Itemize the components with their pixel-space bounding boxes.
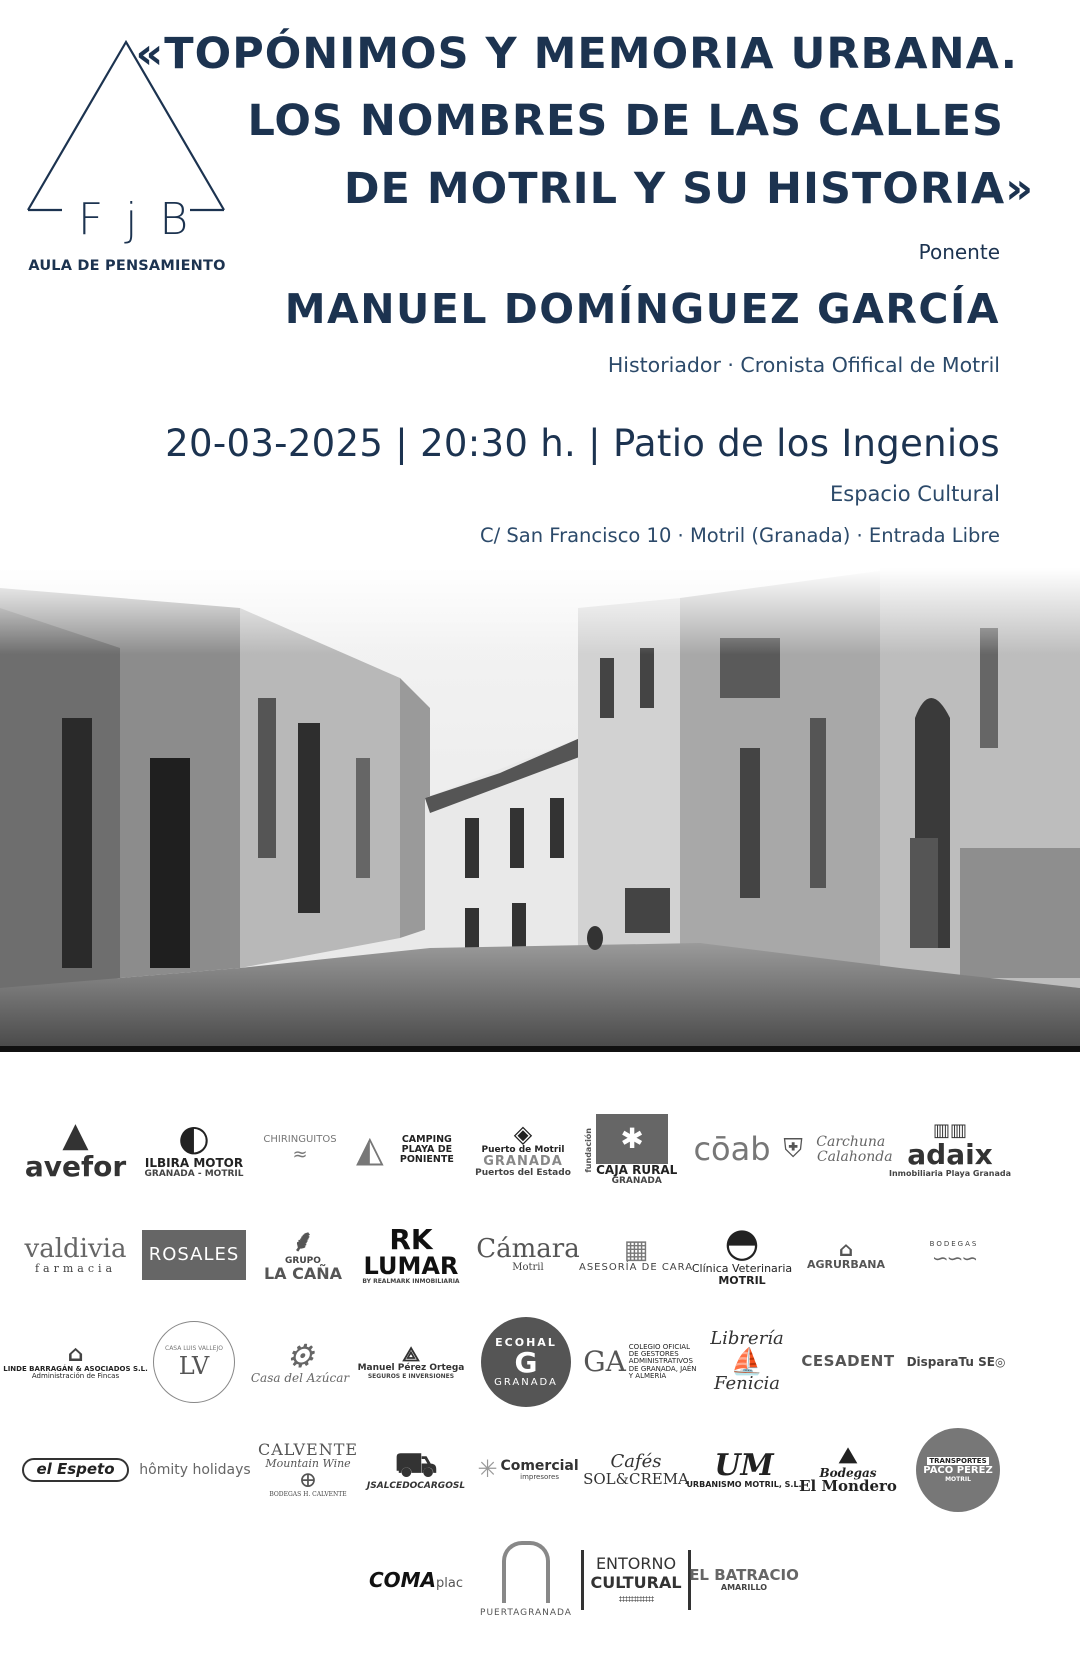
speaker-name: MANUEL DOMÍNGUEZ GARCÍA — [284, 285, 1000, 333]
logo-text: SOL&CREMA — [583, 1469, 689, 1488]
sugar-mill-icon: ⚙ — [285, 1336, 315, 1375]
logo-subtext: Motril — [512, 1262, 544, 1274]
logo-camara-motril — [473, 1205, 583, 1305]
logo-urbanismo-motril — [686, 1420, 802, 1520]
logo-text: LV — [178, 1351, 210, 1380]
logo-text: DisparaTu SE — [906, 1354, 995, 1369]
logo-text: ILBIRA MOTOR — [144, 1155, 244, 1170]
logo-text: RK — [389, 1222, 433, 1256]
logo-letters: FjB — [77, 194, 211, 245]
venue-type: Espacio Cultural — [830, 482, 1000, 506]
logo-valdivia — [18, 1205, 133, 1305]
logo-text: CALVENTE — [257, 1439, 359, 1459]
sponsor-row-3 — [3, 1312, 1062, 1412]
logo-text: valdivia — [24, 1233, 127, 1264]
logo-subtext: AMARILLO — [720, 1582, 768, 1592]
logo-subtext: GRANADA — [611, 1175, 662, 1186]
logo-text: el Espeto — [22, 1458, 128, 1482]
star-burst-icon: ✳ — [477, 1455, 498, 1484]
roof-icon: ⌂ — [838, 1237, 854, 1262]
logo-cesadent — [798, 1312, 898, 1412]
logo-chiringuitos — [250, 1100, 350, 1200]
bmw-roundel-icon: ◐ — [178, 1117, 210, 1159]
logo-agrurbana — [798, 1205, 894, 1305]
sponsor-row-2 — [18, 1205, 1062, 1305]
logo-subtext: MOTRIL — [945, 1476, 971, 1483]
coat-of-arms-icon: ⛨ — [783, 1134, 803, 1165]
logo-manuel-perez-ortega — [356, 1312, 466, 1412]
logo-coab — [682, 1100, 782, 1200]
logo-text: CAJA RURAL — [596, 1162, 678, 1177]
transport-seal-icon — [916, 1428, 1000, 1512]
logo-subtext: BODEGAS — [929, 1239, 979, 1248]
logo-text: LA CAÑA — [263, 1264, 343, 1284]
logo-text: JSALCEDOCARGOSL — [366, 1481, 466, 1492]
logo-caja-rural — [583, 1100, 678, 1200]
logo-text: Librería — [710, 1328, 784, 1350]
sponsor-row-5 — [18, 1530, 1062, 1630]
logo-text: ECOHAL — [495, 1336, 557, 1349]
logo-adaix — [889, 1100, 1012, 1200]
logo-asesoria-de-cara — [578, 1205, 694, 1305]
logo-subtext: ASESORÍA DE CARA — [578, 1261, 694, 1273]
logo-text: ENTORNO — [595, 1553, 677, 1573]
logo-ilbira-motor — [140, 1100, 248, 1200]
logo-puerto-motril — [473, 1100, 573, 1200]
ga-monogram-icon: GA — [583, 1345, 626, 1379]
logo-entorno-cultural — [586, 1530, 686, 1630]
logo-casa-del-azucar — [250, 1312, 350, 1412]
dog-cat-icon: ◓ — [724, 1220, 760, 1267]
logo-text: cōab — [693, 1130, 771, 1169]
sail-icon: ◭ — [356, 1129, 384, 1171]
logo-subtext: Administración de Fincas — [31, 1372, 120, 1380]
logo-ecohal-granada — [478, 1312, 574, 1412]
logo-text: CAMPING PLAYA DE PONIENTE — [399, 1134, 454, 1165]
logo-text: CULTURAL — [590, 1572, 682, 1592]
arch-icon — [502, 1541, 550, 1603]
sponsor-row-4 — [18, 1420, 1062, 1520]
logo-bodegas-mar — [902, 1205, 1006, 1305]
house-roof-icon: ⌂ — [67, 1341, 84, 1367]
logo-la-cana — [258, 1205, 348, 1305]
logo-text: El Mondero — [799, 1477, 897, 1496]
logo-text: Casa del Azúcar — [250, 1370, 350, 1385]
truck-icon: ⛟ — [394, 1445, 438, 1486]
logo-subtext: Inmobiliaria Playa Granada — [889, 1168, 1012, 1178]
logo-text: Calahonda — [816, 1149, 893, 1165]
logo-linde-barragan — [3, 1312, 148, 1412]
logo-calvente — [257, 1420, 359, 1520]
cane-plant-icon: ⸙ — [291, 1223, 315, 1259]
logo-caption: AULA DE PENSAMIENTO — [28, 258, 226, 274]
logo-casa-luis-vallejo — [146, 1312, 242, 1412]
photo-divider — [0, 1046, 1080, 1052]
lv-seal-icon — [153, 1321, 235, 1403]
logo-transportes-paco-perez — [908, 1420, 1008, 1520]
logo-subtext: GRANADA — [494, 1377, 558, 1388]
logo-comercial-impresores — [476, 1420, 580, 1520]
historic-street-photo — [0, 568, 1080, 1048]
event-address: C/ San Francisco 10 · Motril (Granada) · Entrada Libre — [480, 524, 1000, 547]
logo-text: EL BATRACIO — [689, 1565, 799, 1584]
logo-rk-lumar — [356, 1205, 466, 1305]
logo-text: Puerto de Motril — [481, 1144, 565, 1155]
um-monogram-icon: UM — [714, 1447, 774, 1483]
logo-subtext: farmacia — [34, 1261, 117, 1275]
logo-text: Carchuna — [816, 1134, 886, 1151]
logo-bodegas-el-mondero — [798, 1420, 898, 1520]
logo-subtext: CASA LUIS VALLEJO — [165, 1344, 223, 1352]
speaker-role: Historiador · Cronista Ofifical de Motril — [607, 353, 1000, 377]
logo-text: Comercial — [500, 1457, 579, 1474]
asesoria-mark-icon: ▦ — [623, 1234, 649, 1265]
logo-clinica-veterinaria — [691, 1205, 793, 1305]
logo-subtext: SEGUROS E INVERSIONES — [367, 1372, 455, 1380]
logo-subtext: BY REALMARK INMOBILIARIA — [362, 1278, 460, 1286]
logo-text: COMA — [368, 1567, 437, 1592]
logo-text: LUMAR — [363, 1251, 459, 1280]
logo-cafes-sol-crema — [583, 1420, 689, 1520]
building-icon: ▥▥ — [933, 1120, 968, 1142]
logo-text: MOTRIL — [718, 1274, 766, 1287]
ponente-label: Ponente — [918, 240, 1000, 264]
logo-camping-playa-poniente — [356, 1100, 466, 1200]
winery-scene-icon: ⛰ — [838, 1442, 858, 1469]
logo-text: COLEGIO OFICIAL DE GESTORES ADMINISTRATIVOS DE GRANADA, JAÉN Y ALMERÍA — [628, 1342, 697, 1381]
logo-text: Cámara — [476, 1234, 580, 1265]
logo-text: ROSALES — [142, 1230, 246, 1280]
logo-text: Cafés — [610, 1450, 662, 1472]
logo-text: PUERTAGRANADA — [480, 1608, 572, 1619]
logo-text: Bodegas — [819, 1465, 877, 1480]
title-line-3: DE MOTRIL Y SU HISTORIA» — [343, 164, 1034, 214]
logo-subtext: Puertos del Estado — [475, 1167, 571, 1178]
logo-libreria-fenicia — [702, 1312, 792, 1412]
target-icon: ◎ — [994, 1354, 1006, 1369]
logo-colegio-gestores — [584, 1312, 696, 1412]
sponsor-row-1 — [18, 1100, 1062, 1200]
logo-text: URBANISMO MOTRIL, S.L. — [686, 1479, 802, 1489]
logo-subtext: BODEGAS H. CALVENTE — [269, 1491, 347, 1499]
logo-text: hômity holidays — [139, 1461, 251, 1478]
greek-key-icon: ⌗⌗⌗⌗⌗⌗ — [618, 1591, 654, 1606]
logo-subtext: Mountain Wine — [265, 1457, 351, 1471]
logo-avefor — [18, 1100, 133, 1200]
logo-text: Manuel Pérez Ortega — [357, 1363, 465, 1374]
logo-el-batracio-amarillo — [690, 1530, 798, 1630]
logo-homity-holidays — [136, 1420, 254, 1520]
wave-line-icon: ∽∽∽ — [931, 1246, 977, 1271]
logo-text: plac — [436, 1575, 464, 1591]
logo-text: Fenicia — [713, 1373, 781, 1394]
mpo-mark-icon: ⟁ — [402, 1342, 420, 1367]
wheat-icon: ✱ — [596, 1114, 668, 1164]
logo-puerta-granada — [470, 1530, 582, 1630]
ecohal-seal-icon: ECOHAL G GRANADA — [481, 1317, 571, 1407]
logo-text: AGRURBANA — [806, 1258, 886, 1272]
event-date-time-venue: 20-03-2025 | 20:30 h. | Patio de los Ingenios — [165, 422, 1000, 465]
avefor-mark-icon: ▲ — [62, 1115, 89, 1156]
logo-jsalcedo-cargo — [363, 1420, 469, 1520]
port-emblem-icon: ◈ — [513, 1119, 533, 1148]
logo-text: PEREZ — [956, 1465, 993, 1476]
logo-text: adaix — [907, 1138, 993, 1172]
logo-text: avefor — [24, 1150, 127, 1184]
logo-comaplac — [363, 1530, 469, 1630]
title-line-2: LOS NOMBRES DE LAS CALLES — [247, 96, 1004, 146]
wave-icon: ≈ — [292, 1143, 308, 1165]
logo-subtext: impresores — [520, 1472, 559, 1481]
wine-barrel-icon: ⊕ — [298, 1468, 318, 1494]
logo-text: LINDE BARRAGÁN & ASOCIADOS S.L. — [3, 1364, 148, 1373]
logo-text: CHIRINGUITOS — [263, 1134, 337, 1146]
logo-text: Clínica Veterinaria — [691, 1262, 793, 1276]
logo-subtext: GRANADA — [483, 1154, 563, 1170]
logo-text: CESADENT — [801, 1352, 895, 1371]
ship-icon: ⛵ — [730, 1347, 764, 1377]
logo-subtext: TRANSPORTES — [929, 1457, 987, 1465]
logo-text: PACO — [923, 1465, 954, 1476]
logo-subtext: fundación — [583, 1127, 593, 1173]
logo-disparatu-seo — [902, 1312, 1010, 1412]
logo-rosales — [140, 1205, 248, 1305]
title-line-1: «TOPÓNIMOS Y MEMORIA URBANA. — [135, 29, 1018, 79]
logo-el-espeto — [18, 1420, 133, 1520]
logo-subtext: GRUPO — [285, 1255, 321, 1266]
logo-carchuna-calahonda — [783, 1100, 893, 1200]
logo-subtext: GRANADA - MOTRIL — [144, 1168, 244, 1179]
